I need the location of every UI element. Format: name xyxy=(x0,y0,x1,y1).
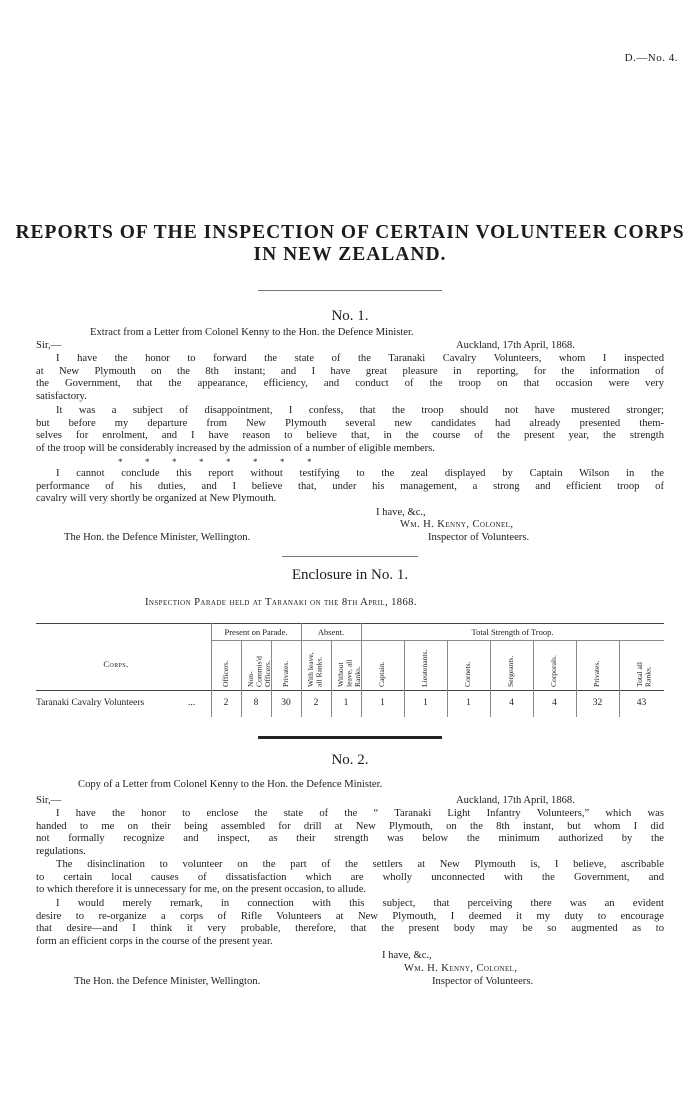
table-cell: 32 xyxy=(592,698,603,708)
section-1-place-date: Auckland, 17th April, 1868. xyxy=(456,340,575,351)
column-heading: Corporals. xyxy=(549,655,558,687)
table-cell: 30 xyxy=(281,698,291,708)
column-heading: Lieutenants. xyxy=(420,649,429,687)
divider xyxy=(533,690,534,717)
text-line: but before my departure from New Plymouth several new candidates had already presented them- xyxy=(36,417,664,429)
table-cell: 8 xyxy=(253,698,259,708)
table-cell: 1 xyxy=(343,698,349,708)
group-rule xyxy=(211,640,664,641)
column-heading: Cornets. xyxy=(463,661,472,687)
table-cell: 1 xyxy=(423,698,428,708)
table-header-rule xyxy=(36,690,664,691)
section-2-addressee: The Hon. the Defence Minister, Wellington. xyxy=(74,976,261,987)
divider xyxy=(619,640,620,690)
section-2-signatory-title: Inspector of Volunteers. xyxy=(432,976,534,987)
section-2-paragraph-3 xyxy=(36,898,664,948)
group-total-heading: Total Strength of Troop. xyxy=(471,627,554,637)
text-line: regulations. xyxy=(36,845,86,857)
text-line: form an efficient corps in the course of the present year. xyxy=(36,935,273,947)
column-heading: Sergeants. xyxy=(506,655,515,687)
table-cell: 4 xyxy=(552,698,557,708)
section-1-paragraph-2 xyxy=(36,405,664,455)
divider xyxy=(241,690,242,717)
table-cell: 1 xyxy=(466,698,471,708)
section-2-signature: Wm. H. Kenny, Colonel, xyxy=(404,963,518,974)
column-heading: Officers. xyxy=(221,660,230,687)
enclosure-heading: Enclosure in No. 1. xyxy=(291,567,409,583)
text-line: at New Plymouth on the 8th instant; and I have great pleasure in reporting, for the information of xyxy=(36,365,664,377)
text-line: that desire—and I think it very probable, therefore, that the present body may be so augmented as to xyxy=(36,923,664,935)
table-cell: 2 xyxy=(313,698,319,708)
section-1-heading: No. 1. xyxy=(331,308,369,324)
document-title-line-1: REPORTS OF THE INSPECTION OF CERTAIN VOLUNTEER CORPS xyxy=(15,222,685,243)
table-top-rule xyxy=(36,623,664,624)
text-line: The disinclination to volunteer on the part of the settlers at New Plymouth is, I believe, ascribable xyxy=(56,859,664,870)
text-line: performance of his duties, and I believe that, under his management, a strong and efficient troop of xyxy=(36,480,664,492)
column-heading: Without leave, all Ranks. xyxy=(336,659,362,687)
text-line: desire to re-organize a corps of Rifle Volunteers at New Plymouth, I deemed it my duty to encourage xyxy=(36,910,664,922)
text-line: cavalry will very shortly be organized at New Plymouth. xyxy=(36,493,277,505)
divider xyxy=(490,640,491,690)
divider xyxy=(447,690,448,717)
section-2-paragraph-1 xyxy=(36,808,664,858)
divider xyxy=(241,640,242,690)
section-1-closing: I have, &c., xyxy=(376,507,426,518)
section-1-signature: Wm. H. Kenny, Colonel, xyxy=(400,519,514,530)
text-line: I cannot conclude this report without testifying to the zeal displayed by Captain Wilson in the xyxy=(56,468,664,479)
section-1-signatory-title: Inspector of Volunteers. xyxy=(428,532,530,543)
section-2-place-date: Auckland, 17th April, 1868. xyxy=(456,795,575,806)
corps-column-heading: Corps. xyxy=(103,659,129,669)
text-line: satisfactory. xyxy=(36,390,87,402)
text-line: selves for enrolment, and I have reason to believe that, in the course of the present year, the strength xyxy=(36,430,664,442)
divider xyxy=(490,690,491,717)
group-absent-heading: Absent. xyxy=(317,627,345,637)
text-line: handed to me on their being assembled for drill at New Plymouth, on the 8th instant, but whom I did xyxy=(36,820,664,832)
group-present-heading: Present on Parade. xyxy=(224,627,288,637)
divider xyxy=(619,690,620,717)
text-line: the Government, that the appearance, efficiency, and conduct of the troop on that occasion were very xyxy=(36,378,664,390)
section-2-subheading: Copy of a Letter from Colonel Kenny to the Hon. the Defence Minister. xyxy=(78,779,383,790)
divider xyxy=(576,640,577,690)
divider xyxy=(211,690,212,717)
title-rule xyxy=(258,290,442,291)
divider xyxy=(331,690,332,717)
text-line: I would merely remark, in connection with this subject, that perceiving there was an evident xyxy=(56,898,664,909)
text-line: not formally recognize and inspect, as their strength was below the minimum authorized by the xyxy=(36,833,664,845)
column-heading: Non-Commis'd Officers. xyxy=(246,656,272,687)
section-2-salutation: Sir,— xyxy=(36,795,62,806)
table-cell: 2 xyxy=(223,698,229,708)
enclosure-caption: Inspection Parade held at Taranaki on the 8th April, 1868. xyxy=(145,597,417,608)
divider xyxy=(331,640,332,690)
column-heading: Privates. xyxy=(592,660,601,687)
column-heading: Privates. xyxy=(281,660,290,687)
section-1-salutation: Sir,— xyxy=(36,340,62,351)
section-2-paragraph-2 xyxy=(36,859,664,897)
text-line: of the troop will be considerably increased by the admission of a number of eligible members. xyxy=(36,442,435,454)
divider xyxy=(447,640,448,690)
divider xyxy=(404,690,405,717)
text-line: I have the honor to forward the state of the Taranaki Cavalry Volunteers, whom I inspected xyxy=(56,353,664,364)
section-1-paragraph-3 xyxy=(36,468,664,506)
table-row-corps-name: Taranaki Cavalry Volunteers xyxy=(36,698,145,708)
divider xyxy=(404,640,405,690)
section-rule xyxy=(282,556,418,557)
text-line: It was a subject of disappointment, I confess, that the troop should not have mustered stronger; xyxy=(56,405,664,416)
heavy-section-rule xyxy=(258,736,442,739)
section-1-addressee: The Hon. the Defence Minister, Wellington. xyxy=(64,532,251,543)
table-cell: 43 xyxy=(636,698,647,708)
column-heading: Total all Ranks. xyxy=(635,662,653,687)
divider xyxy=(301,690,302,717)
text-line: to certain local causes of dissatisfaction which are wholly unconnected with the Government, and xyxy=(36,871,664,883)
divider xyxy=(533,640,534,690)
column-heading: Captain. xyxy=(377,661,386,687)
table-cell: 4 xyxy=(509,698,514,708)
column-heading: With leave, all Ranks. xyxy=(306,652,324,687)
section-2-heading: No. 2. xyxy=(331,752,369,768)
document-title-line-2: IN NEW ZEALAND. xyxy=(253,244,447,265)
asterism: * * * * * * * * xyxy=(118,457,312,467)
table-cell: 1 xyxy=(380,698,385,708)
divider xyxy=(361,690,362,717)
table-row-leader-dots: ... xyxy=(188,698,196,708)
section-1-paragraph-1 xyxy=(36,353,664,403)
page-reference: D.—No. 4. xyxy=(624,52,678,64)
text-line: to which therefore it is unnecessary for me, on the present occasion, to allude. xyxy=(36,884,367,896)
section-1-subheading: Extract from a Letter from Colonel Kenny to the Hon. the Defence Minister. xyxy=(90,327,414,338)
text-line: I have the honor to enclose the state of the “ Taranaki Light Infantry Volunteers,” which was xyxy=(56,808,664,819)
divider xyxy=(271,690,272,717)
section-2-closing: I have, &c., xyxy=(382,950,432,961)
divider xyxy=(576,690,577,717)
